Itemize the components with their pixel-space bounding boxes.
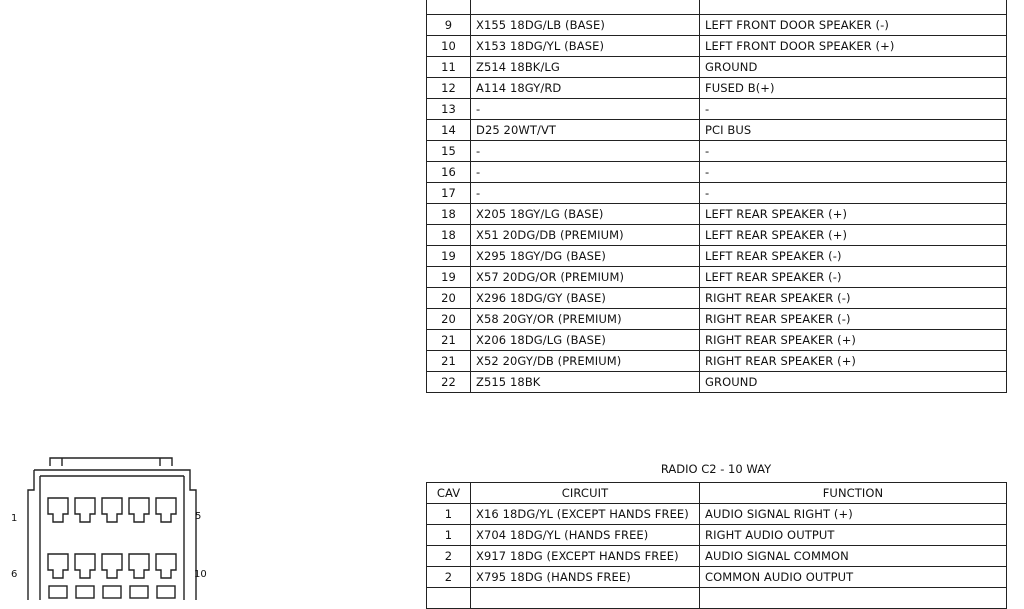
table-row (427, 15, 1007, 36)
function-cell: LEFT FRONT DOOR SPEAKER (+) (700, 36, 1007, 57)
cav-cell: 17 (427, 183, 471, 204)
table-row (427, 330, 1007, 351)
function-cell: GROUND (700, 372, 1007, 393)
radio-c2-table-title: RADIO C2 - 10 WAY (660, 462, 772, 476)
circuit-cell: X153 18DG/YL (BASE) (471, 36, 700, 57)
cav-cell: 1 (427, 504, 471, 525)
function-cell: AUDIO SIGNAL RIGHT (+) (700, 504, 1007, 525)
function-cell: AUDIO SIGNAL COMMON (700, 546, 1007, 567)
function-cell: LEFT FRONT DOOR SPEAKER (-) (700, 15, 1007, 36)
circuit-cell: X295 18GY/DG (BASE) (471, 246, 700, 267)
table-row (427, 567, 1007, 588)
pin-label-1: 1 (11, 513, 18, 524)
connector-latch (50, 458, 172, 466)
cavity-10 (156, 554, 176, 578)
cav-cell: 20 (427, 288, 471, 309)
cavity-5 (156, 498, 176, 522)
function-cell: LEFT REAR SPEAKER (+) (700, 204, 1007, 225)
cavity-terminal-10 (157, 586, 175, 598)
function-cell (700, 588, 1007, 609)
cav-cell: 1 (427, 525, 471, 546)
circuit-cell: - (471, 162, 700, 183)
function-cell: PCI BUS (700, 120, 1007, 141)
circuit-cell: X57 20DG/OR (PREMIUM) (471, 267, 700, 288)
circuit-cell: - (471, 183, 700, 204)
circuit-cell (471, 0, 700, 15)
cav-cell (427, 0, 471, 15)
circuit-cell: X205 18GY/LG (BASE) (471, 204, 700, 225)
function-cell: - (700, 141, 1007, 162)
bottom-cavity-row (48, 554, 176, 598)
cav-cell: 19 (427, 246, 471, 267)
cavity-4 (129, 498, 149, 522)
table-row (427, 0, 1007, 15)
cavity-terminal-9 (130, 586, 148, 598)
cav-cell: 15 (427, 141, 471, 162)
cav-cell: 13 (427, 99, 471, 120)
table-row (427, 525, 1007, 546)
pin-label-5: 5 (195, 511, 202, 522)
table-row (427, 99, 1007, 120)
cav-cell: 2 (427, 567, 471, 588)
cavity-1 (48, 498, 68, 522)
table-row (427, 288, 1007, 309)
cav-cell: 2 (427, 546, 471, 567)
function-cell (700, 0, 1007, 15)
cav-cell: 21 (427, 330, 471, 351)
cavity-3 (102, 498, 122, 522)
circuit-cell: X58 20GY/OR (PREMIUM) (471, 309, 700, 330)
header-function: FUNCTION (700, 483, 1007, 504)
circuit-cell: X52 20GY/DB (PREMIUM) (471, 351, 700, 372)
circuit-cell: X704 18DG/YL (HANDS FREE) (471, 525, 700, 546)
table-row (427, 183, 1007, 204)
circuit-cell: X917 18DG (EXCEPT HANDS FREE) (471, 546, 700, 567)
cav-cell: 20 (427, 309, 471, 330)
function-cell: RIGHT REAR SPEAKER (-) (700, 288, 1007, 309)
function-cell: LEFT REAR SPEAKER (-) (700, 267, 1007, 288)
connector-housing (28, 470, 196, 600)
circuit-cell: A114 18GY/RD (471, 78, 700, 99)
table-header-row (427, 483, 1007, 504)
function-cell: RIGHT REAR SPEAKER (-) (700, 309, 1007, 330)
radio-c2-table-body (427, 504, 1007, 609)
function-cell: RIGHT REAR SPEAKER (+) (700, 330, 1007, 351)
circuit-cell: X206 18DG/LG (BASE) (471, 330, 700, 351)
top-cavity-row (48, 498, 176, 522)
cav-cell: 21 (427, 351, 471, 372)
radio-c1-table-container (426, 0, 1006, 393)
circuit-cell: X155 18DG/LB (BASE) (471, 15, 700, 36)
function-cell: FUSED B(+) (700, 78, 1007, 99)
pin-label-10: 10 (194, 569, 207, 580)
cav-cell: 11 (427, 57, 471, 78)
radio-c2-connector-diagram (0, 452, 230, 600)
cavity-6 (48, 554, 68, 578)
cav-cell: 18 (427, 204, 471, 225)
circuit-cell: - (471, 99, 700, 120)
cav-cell: 16 (427, 162, 471, 183)
header-cav: CAV (427, 483, 471, 504)
cavity-8 (102, 554, 122, 578)
circuit-cell (471, 588, 700, 609)
function-cell: LEFT REAR SPEAKER (+) (700, 225, 1007, 246)
table-row (427, 225, 1007, 246)
table-row (427, 36, 1007, 57)
table-row (427, 588, 1007, 609)
table-row (427, 162, 1007, 183)
cavity-2 (75, 498, 95, 522)
circuit-cell: X16 18DG/YL (EXCEPT HANDS FREE) (471, 504, 700, 525)
cavity-terminal-6 (49, 586, 67, 598)
cav-cell: 19 (427, 267, 471, 288)
table-row (427, 246, 1007, 267)
table-row (427, 267, 1007, 288)
cav-cell: 22 (427, 372, 471, 393)
table-row (427, 120, 1007, 141)
circuit-cell: Z515 18BK (471, 372, 700, 393)
header-circuit: CIRCUIT (471, 483, 700, 504)
function-cell: COMMON AUDIO OUTPUT (700, 567, 1007, 588)
circuit-cell: D25 20WT/VT (471, 120, 700, 141)
cav-cell: 12 (427, 78, 471, 99)
radio-c2-pinout-table (426, 482, 1007, 609)
cav-cell: 9 (427, 15, 471, 36)
table-row (427, 372, 1007, 393)
function-cell: GROUND (700, 57, 1007, 78)
cavity-7 (75, 554, 95, 578)
cav-cell: 10 (427, 36, 471, 57)
cav-cell: 18 (427, 225, 471, 246)
pin-label-6: 6 (11, 569, 18, 580)
table-row (427, 141, 1007, 162)
table-row (427, 504, 1007, 525)
cavity-terminal-8 (103, 586, 121, 598)
cavity-9 (129, 554, 149, 578)
circuit-cell: X795 18DG (HANDS FREE) (471, 567, 700, 588)
function-cell: - (700, 183, 1007, 204)
radio-c2-table-container (426, 482, 1006, 609)
table-row (427, 78, 1007, 99)
function-cell: LEFT REAR SPEAKER (-) (700, 246, 1007, 267)
cavity-terminal-7 (76, 586, 94, 598)
function-cell: RIGHT AUDIO OUTPUT (700, 525, 1007, 546)
table-row (427, 204, 1007, 225)
radio-c1-table-body (427, 0, 1007, 393)
table-row (427, 546, 1007, 567)
function-cell: - (700, 99, 1007, 120)
function-cell: - (700, 162, 1007, 183)
cav-cell: 14 (427, 120, 471, 141)
circuit-cell: - (471, 141, 700, 162)
circuit-cell: X296 18DG/GY (BASE) (471, 288, 700, 309)
table-row (427, 351, 1007, 372)
table-row (427, 309, 1007, 330)
circuit-cell: Z514 18BK/LG (471, 57, 700, 78)
table-row (427, 57, 1007, 78)
cav-cell (427, 588, 471, 609)
circuit-cell: X51 20DG/DB (PREMIUM) (471, 225, 700, 246)
radio-c1-pinout-table (426, 0, 1007, 393)
function-cell: RIGHT REAR SPEAKER (+) (700, 351, 1007, 372)
